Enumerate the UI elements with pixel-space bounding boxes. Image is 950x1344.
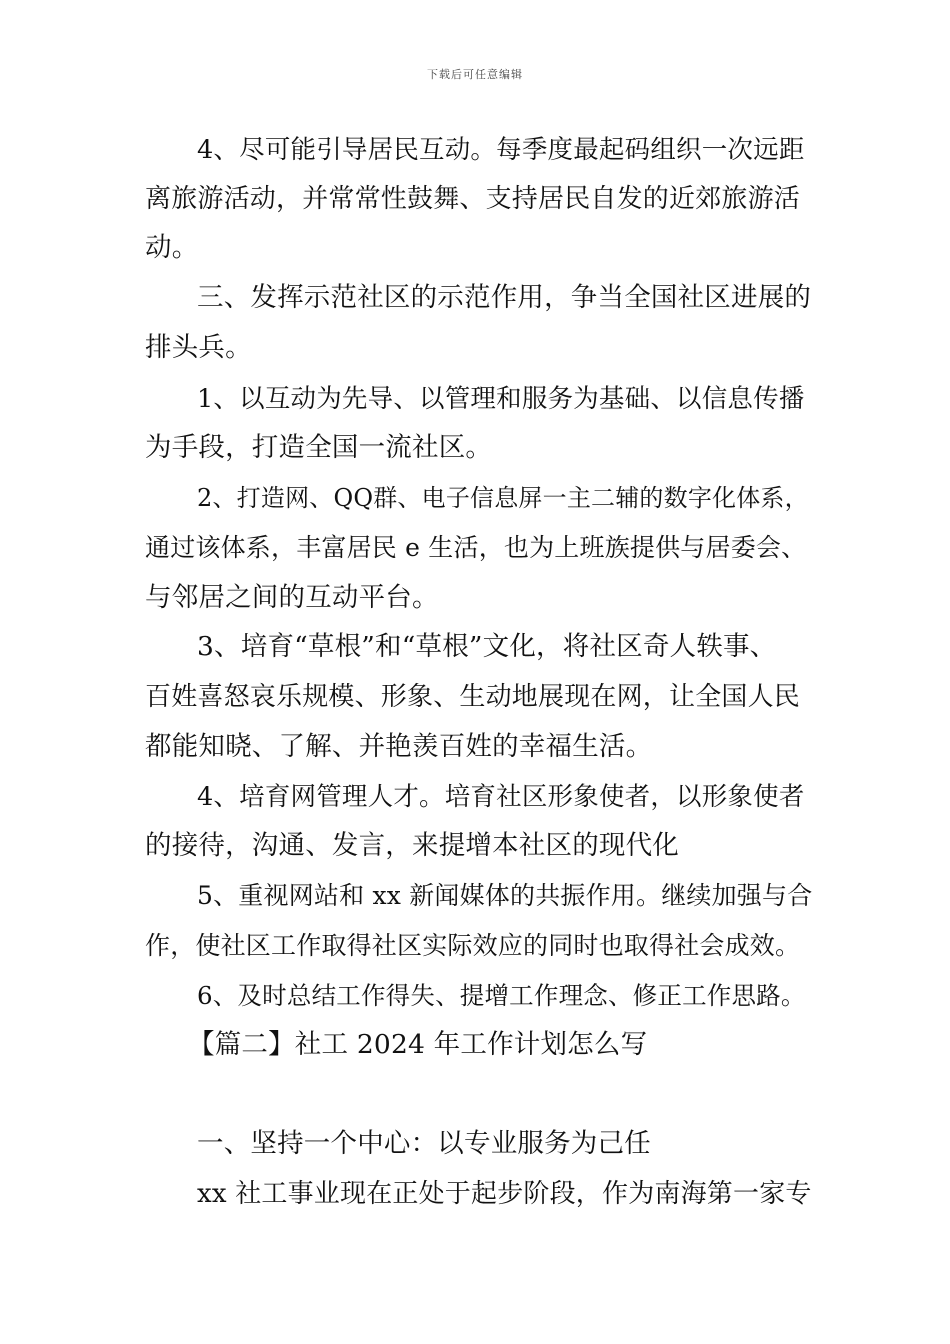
text-line: 5、重视网站和 xx 新闻媒体的共振作用。继续加强与合 bbox=[197, 881, 813, 910]
text-line: 通过该体系，丰富居民 e 生活，也为上班族提供与居委会、 bbox=[145, 533, 807, 562]
text-line: 三、发挥示范社区的示范作用，争当全国社区进展的 bbox=[197, 282, 812, 313]
text-line: 4、培育网管理人才。培育社区形象使者，以形象使者 bbox=[197, 782, 805, 812]
subsection-heading: 一、坚持一个中心：以专业服务为己任 bbox=[197, 1128, 651, 1159]
text-line: 排头兵。 bbox=[145, 332, 252, 363]
text-line: 为手段，打造全国一流社区。 bbox=[145, 432, 493, 463]
text-line: 3、培育“草根”和“草根”文化，将社区奇人轶事、 bbox=[197, 631, 777, 662]
text-line: 2、打造网、QQ群、电子信息屏一主二辅的数字化体系， bbox=[197, 484, 809, 512]
text-line: 6、及时总结工作得失、提增工作理念、修正工作思路。 bbox=[197, 981, 806, 1010]
text-line: 百姓喜怒哀乐规模、形象、生动地展现在网，让全国人民 bbox=[145, 682, 801, 712]
text-line: 离旅游活动，并常常性鼓舞、支持居民自发的近郊旅游活 bbox=[145, 184, 801, 214]
text-line: 都能知晓、了解、并艳羡百姓的幸福生活。 bbox=[145, 731, 653, 762]
section-heading: 【篇二】社工 2024 年工作计划怎么写 bbox=[188, 1029, 648, 1060]
text-line: 4、尽可能引导居民互动。每季度最起码组织一次远距 bbox=[197, 135, 805, 165]
text-line: 动。 bbox=[145, 232, 199, 263]
text-line: 的接待，沟通、发言，来提增本社区的现代化 bbox=[145, 830, 679, 861]
text-line: 与邻居之间的互动平台。 bbox=[145, 582, 439, 613]
text-line: 1、以互动为先导、以管理和服务为基础、以信息传播 bbox=[197, 384, 805, 414]
text-line: xx 社工事业现在正处于起步阶段，作为南海第一家专 bbox=[197, 1179, 812, 1209]
text-line: 作，使社区工作取得社区实际效应的同时也取得社会成效。 bbox=[145, 931, 801, 960]
page-header: 下载后可任意编辑 bbox=[427, 68, 523, 81]
